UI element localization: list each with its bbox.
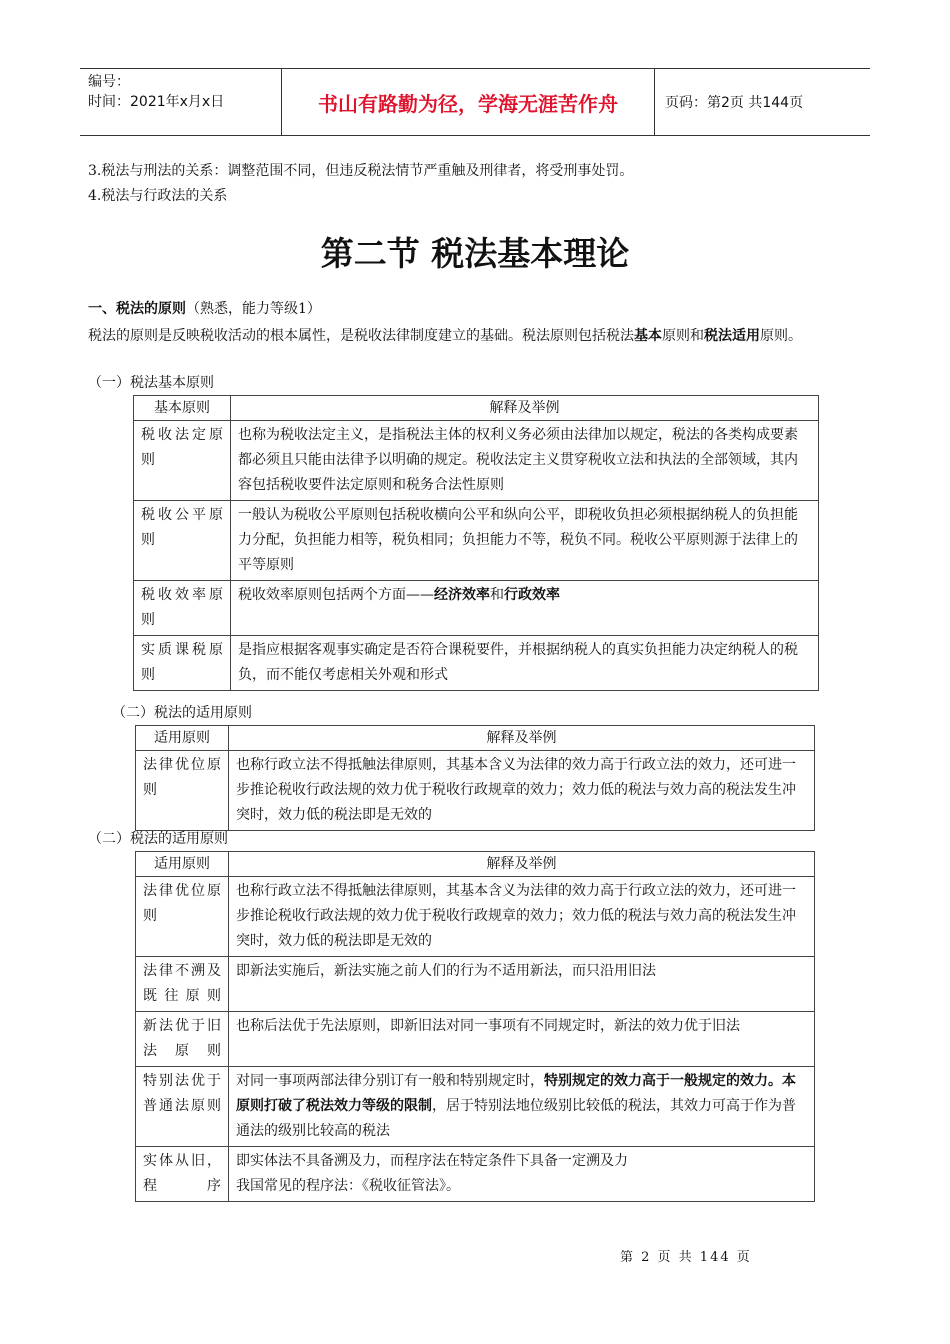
table-row [136,1067,815,1147]
principle-heading-note: （熟悉，能力等级1） [186,301,321,317]
principle-name: 法律不溯及既往原则 [136,957,229,1012]
table-row [136,751,815,831]
table-row [134,636,819,691]
desc-line: 我国常见的程序法：《税收征管法》。 [236,1178,460,1194]
principle-name: 新法优于旧法原则 [136,1012,229,1067]
principle-name: 税收法定原则 [134,421,231,501]
principle-name: 法律优位原则 [136,877,229,957]
principle-desc: 也称为税收法定主义，是指税法主体的权利义务必须由法律加以规定，税法的各类构成要素都必须且只能由法律予以明确的规定。税收法定主义贯穿税收立法和执法的全部领域，其内容包括税收要件法定原则和税务合法性原则 [231,421,819,501]
principle-desc [229,1067,815,1147]
table-row [136,1012,815,1067]
desc-bold: 特别规定的效力高于一般规定的效力。本原则打破了税法效力等级的限制 [236,1073,796,1114]
table-apply-principles-short [135,725,815,831]
table-row [134,501,819,581]
col-header: 适用原则 [136,852,229,877]
principle-desc: 也称行政立法不得抵触法律原则，其基本含义为法律的效力高于行政立法的效力，还可进一步推论税收行政法规的效力优于税收行政规章的效力；效力低的税法与效力高的税法发生冲突时，效力低的税法即是无效的 [229,751,815,831]
table-row [136,877,815,957]
principle-name: 税收公平原则 [134,501,231,581]
table2-caption: （二）税法的适用原则 [112,705,252,721]
principle-name: 特别法优于普通法原则 [136,1067,229,1147]
desc-text: 税收效率原则包括两个方面—— [238,587,434,603]
principle-desc: 也称后法优于先法原则，即新旧法对同一事项有不同规定时，新法的效力优于旧法 [229,1012,815,1067]
table3-caption: （二）税法的适用原则 [88,831,228,847]
table-header-row [134,396,819,421]
principle-desc: 是指应根据客观事实确定是否符合课税要件，并根据纳税人的真实负担能力决定纳税人的税负，而不能仅考虑相关外观和形式 [231,636,819,691]
code-label: 编号： [88,74,130,90]
time-label: 时间：2021年x月x日 [88,94,225,110]
header-meta [80,69,282,135]
header-motto: 书山有路勤为径，学海无涯苦作舟 [282,69,655,135]
table-apply-principles [135,851,815,1202]
para-text-e: 原则。 [760,328,802,344]
principle-heading-bold: 一、税法的原则 [88,301,186,317]
header-page-info: 页码：第2页 共144页 [665,95,804,111]
desc-text: ，居于特别法地位级别比较低的税法，其效力可高于作为普通法的级别比较高的税法 [236,1098,796,1139]
principle-desc: 也称行政立法不得抵触法律原则，其基本含义为法律的效力高于行政立法的效力，还可进一步推论税收行政法规的效力优于税收行政规章的效力；效力低的税法与效力高的税法发生冲突时，效力低的税法即是无效的 [229,877,815,957]
principle-desc [231,581,819,636]
page-header [80,68,870,136]
table-header-row [136,726,815,751]
col-header: 解释及举例 [229,852,815,877]
section-title: 第二节 税法基本理论 [320,234,630,273]
principle-paragraph [88,324,868,348]
table-row [136,1147,815,1202]
intro-line-3: 3.税法与刑法的关系：调整范围不同，但违反税法情节严重触及刑律者，将受刑事处罚。 [88,163,634,179]
para-bold-apply: 税法适用 [704,328,760,344]
col-header: 解释及举例 [231,396,819,421]
principle-desc: 即新法实施后，新法实施之前人们的行为不适用新法，而只沿用旧法 [229,957,815,1012]
para-text-a: 税法的原则是反映税收活动的根本属性，是税收法律制度建立的基础。税法原则包括税法 [88,328,634,344]
principle-name: 实质课税原则 [134,636,231,691]
table-row [134,581,819,636]
desc-bold: 经济效率 [434,587,490,603]
principle-name: 法律优位原则 [136,751,229,831]
table-basic-principles [133,395,819,691]
principle-desc: 一般认为税收公平原则包括税收横向公平和纵向公平，即税收负担必须根据纳税人的负担能力分配，负担能力相等，税负相同；负担能力不等，税负不同。税收公平原则源于法律上的平等原则 [231,501,819,581]
table-row [136,957,815,1012]
col-header: 基本原则 [134,396,231,421]
col-header: 解释及举例 [229,726,815,751]
principle-name: 实体从旧，程序 [136,1147,229,1202]
table-row [134,421,819,501]
intro-line-4: 4.税法与行政法的关系 [88,188,228,204]
principle-name: 税收效率原则 [134,581,231,636]
table1-caption: （一）税法基本原则 [88,375,214,391]
desc-line: 即实体法不具备溯及力，而程序法在特定条件下具备一定溯及力 [236,1153,628,1169]
col-header: 适用原则 [136,726,229,751]
page-footer: 第 2 页 共 144 页 [620,1250,752,1265]
desc-text: 对同一事项两部法律分别订有一般和特别规定时， [236,1073,544,1089]
para-bold-basic: 基本 [634,328,662,344]
table-header-row [136,852,815,877]
para-text-c: 原则和 [662,328,704,344]
principle-heading [88,298,321,320]
desc-text: 和 [490,587,504,603]
desc-bold: 行政效率 [504,587,560,603]
principle-desc [229,1147,815,1202]
